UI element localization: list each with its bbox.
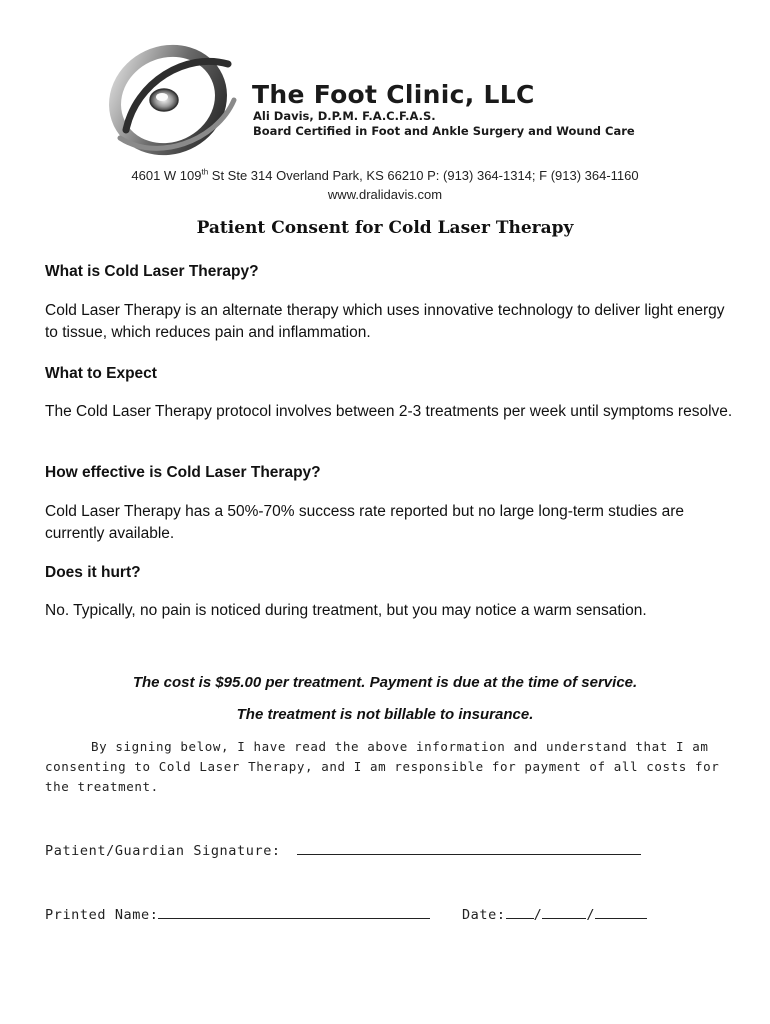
date-label: Date: xyxy=(461,907,506,923)
section-answer: Cold Laser Therapy has a 50%-70% success rate reported but no large long-term studies are currently available. xyxy=(45,503,685,542)
printed-name-field[interactable] xyxy=(158,904,430,919)
printed-name-label: Printed Name: xyxy=(45,907,159,923)
section-question: Does it hurt? xyxy=(45,564,141,581)
address-ordinal: th xyxy=(201,167,209,177)
doctor-name: Ali Davis, D.P.M. F.A.C.F.A.S. xyxy=(253,109,436,123)
insurance-statement: The treatment is not billable to insurance. xyxy=(236,706,534,723)
date-separator: / xyxy=(533,907,543,923)
address-rest: St Ste 314 Overland Park, KS 66210 P: (913) 364-1314; F (913) 364-1160 xyxy=(208,168,639,183)
patient-signature-label: Patient/Guardian Signature: xyxy=(45,843,281,859)
section-answer: The Cold Laser Therapy protocol involves between 2-3 treatments per week until symptoms resolve. xyxy=(45,403,733,420)
section-answer: Cold Laser Therapy is an alternate therapy which uses innovative technology to deliver light energy to tissue, which reduces pain and inflammation. xyxy=(45,302,725,341)
clinic-website: www.dralidavis.com xyxy=(327,187,443,202)
clinic-name: The Foot Clinic, LLC xyxy=(252,80,535,109)
cost-statement: The cost is $95.00 per treatment. Payment is due at the time of service. xyxy=(132,674,638,691)
date-month-field[interactable] xyxy=(506,904,534,919)
printed-name-row xyxy=(45,904,647,923)
date-year-field[interactable] xyxy=(595,904,647,919)
document-title: Patient Consent for Cold Laser Therapy xyxy=(196,218,574,238)
patient-signature-field[interactable] xyxy=(297,840,641,855)
clinic-logo-icon xyxy=(106,42,242,164)
section-question: What is Cold Laser Therapy? xyxy=(45,263,259,280)
consent-statement: By signing below, I have read the above information and understand that I am consenting to Cold Laser Therapy, and I am responsible for payment of all costs for the treatment. xyxy=(45,739,720,794)
patient-signature-row xyxy=(45,840,641,859)
date-day-field[interactable] xyxy=(542,904,586,919)
date-separator: / xyxy=(586,907,596,923)
section-answer: No. Typically, no pain is noticed during treatment, but you may notice a warm sensation. xyxy=(45,602,647,619)
section-question: What to Expect xyxy=(45,365,157,382)
section-question: How effective is Cold Laser Therapy? xyxy=(45,464,321,481)
board-certification: Board Certified in Foot and Ankle Surgery and Wound Care xyxy=(253,124,635,138)
clinic-address xyxy=(0,168,770,183)
address-street-number: 4601 W 109 xyxy=(131,168,202,183)
